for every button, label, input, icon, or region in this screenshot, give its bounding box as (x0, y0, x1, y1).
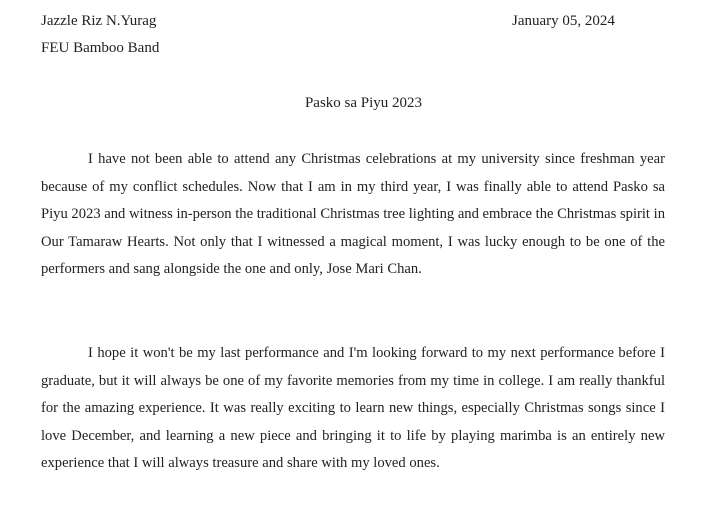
organization-name: FEU Bamboo Band (41, 40, 160, 56)
body-paragraph: I have not been able to attend any Christmas celebrations at my university since freshman year because of my conflict schedules. Now that I am in my third year, I was finally able to attend Pasko sa Piyu 2023 and witness in-person the traditional Christmas tree lighting and embrace the Christmas spirit in Our Tamaraw Hearts. Not only that I witnessed a magical moment, I was lucky enough to be one of the performers and sang alongside the one and only, Jose Mari Chan. (41, 151, 665, 278)
document-date: January 05, 2024 (512, 13, 615, 29)
document-title: Pasko sa Piyu 2023 (304, 95, 423, 111)
author-name: Jazzle Riz N.Yurag (41, 13, 157, 29)
body-paragraph: I hope it won't be my last performance and I'm looking forward to my next performance before I graduate, but it will always be one of my favorite memories from my time in college. I am really thankful for the amazing experience. It was really exciting to learn new things, especially Christmas songs since I love December, and learning a new piece and bringing it to life by playing marimba is an entirely new experience that I will always treasure and share with my loved ones. (41, 345, 665, 472)
